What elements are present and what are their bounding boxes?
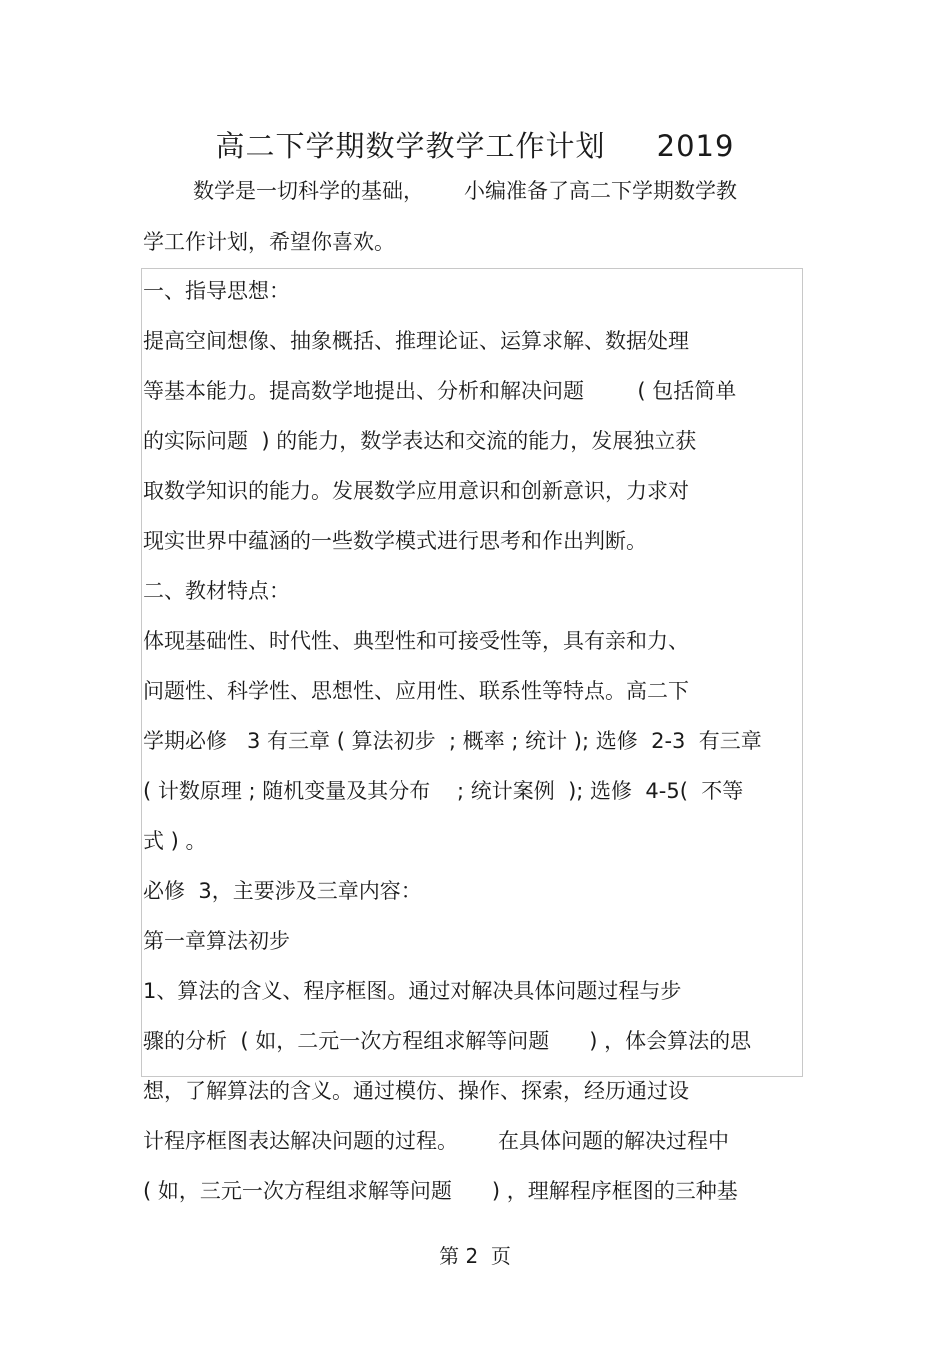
paragraph-line: 现实世界中蕴涵的一些数学模式进行思考和作出判断。 — [143, 529, 647, 553]
paragraph-line: 学期必修 3 有三章 ( 算法初步 ; 概率 ; 统计 ); 选修 2-3 有三章 — [143, 729, 762, 753]
paragraph-line: 必修 3，主要涉及三章内容： — [143, 879, 422, 903]
paragraph-line: ( 如，三元一次方程组求解等问题 ) ，理解程序框图的三种基 — [143, 1179, 738, 1203]
intro-line-1: 数学是一切科学的基础， 小编准备了高二下学期数学教 — [193, 179, 738, 203]
paragraph-line: 想，了解算法的含义。通过模仿、操作、探索，经历通过设 — [143, 1079, 689, 1103]
intro-line-2: 学工作计划，希望你喜欢。 — [143, 230, 395, 254]
paragraph-line: 等基本能力。提高数学地提出、分析和解决问题 ( 包括简单 — [143, 379, 737, 403]
paragraph-line: 提高空间想像、抽象概括、推理论证、运算求解、数据处理 — [143, 329, 689, 353]
paragraph-line: ( 计数原理 ; 随机变量及其分布 ; 统计案例 ); 选修 4-5( 不等 — [143, 779, 744, 803]
paragraph-line: 式 ) 。 — [143, 829, 207, 853]
paragraph-line: 体现基础性、时代性、典型性和可接受性等，具有亲和力、 — [143, 629, 689, 653]
paragraph-line: 问题性、科学性、思想性、应用性、联系性等特点。高二下 — [143, 679, 689, 703]
section-heading-guiding-ideas: 一、指导思想： — [143, 279, 290, 303]
chapter-heading: 第一章算法初步 — [143, 929, 290, 953]
paragraph-line: 的实际问题 ) 的能力，数学表达和交流的能力，发展独立获 — [143, 429, 697, 453]
paragraph-line: 1、算法的含义、程序框图。通过对解决具体问题过程与步 — [143, 979, 682, 1003]
paragraph-line: 骤的分析 ( 如，二元一次方程组求解等问题 ) ，体会算法的思 — [143, 1029, 752, 1053]
section-heading-textbook-features: 二、教材特点： — [143, 579, 290, 603]
document-title: 高二下学期数学教学工作计划 2019 — [215, 129, 735, 163]
paragraph-line: 计程序框图表达解决问题的过程。 在具体问题的解决过程中 — [143, 1129, 730, 1153]
paragraph-line: 取数学知识的能力。发展数学应用意识和创新意识，力求对 — [143, 479, 689, 503]
page-number: 第 2 页 — [439, 1244, 511, 1268]
